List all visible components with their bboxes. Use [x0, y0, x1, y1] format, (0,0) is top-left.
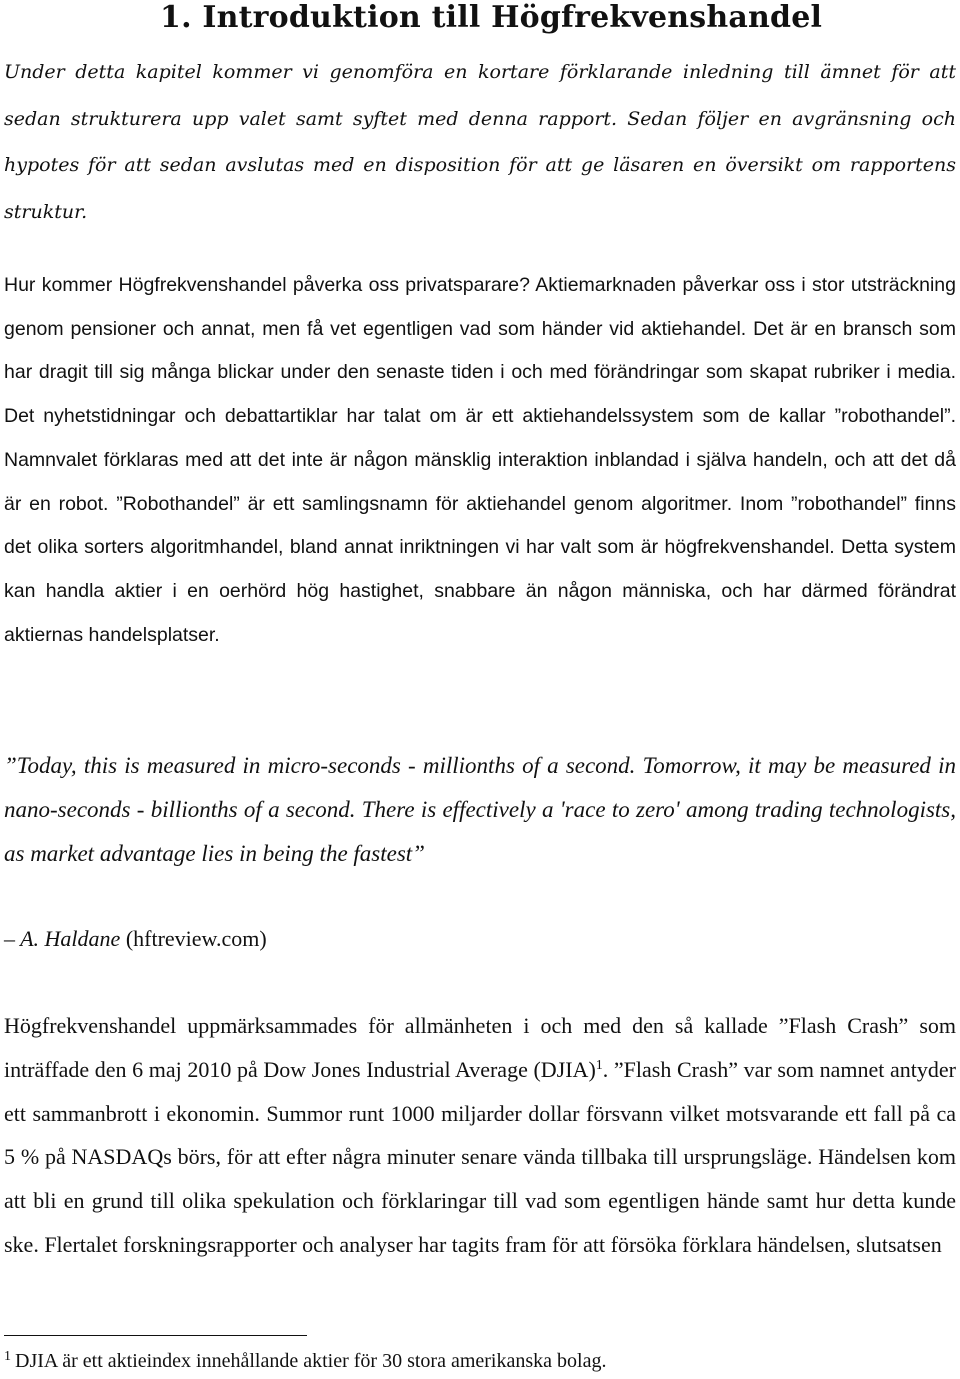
paragraph-text-part-1: Högfrekvenshandel uppmärksammades för allmänheten i och med den så kallade ”Flash Crash” som inträffade den 6 maj 2010 på Dow Jones Industrial Average (DJIA)	[4, 1013, 956, 1082]
quote-source: (hftreview.com)	[125, 926, 267, 951]
footnote	[4, 1348, 606, 1374]
footnote-divider	[4, 1335, 307, 1336]
body-paragraph-robothandel: Hur kommer Högfrekvenshandel påverka oss privatsparare? Aktiemarknaden påverkar oss i stor utsträckning genom pensioner och annat, men få vet egentligen vad som händer vid aktiehandel. Det är en bransch som har dragit till sig många blickar under den senaste tiden i och med förändringar som skapat rubriker i media. Det nyhetstidningar och debattartiklar har talat om är ett aktiehandelssystem som de kallar ”robothandel”. Namnvalet förklaras med att det inte är någon mänsklig interaktion inblandad i själva handeln, och att det då är en robot. ”Robothandel” är ett samlingsnamn för aktiehandel genom algoritmer. Inom ”robothandel” finns det olika sorters algoritmhandel, bland annat inriktningen vi har valt som är högfrekvenshandel. Detta system kan handla aktier i en oerhörd hög hastighet, snabbare än någon människa, och har därmed förändrat aktiernas handelsplatser.	[4, 274, 956, 646]
footnote-text: DJIA är ett aktieindex innehållande aktier för 30 stora amerikanska bolag.	[15, 1350, 607, 1372]
footnote-number: 1	[4, 1349, 11, 1364]
chapter-intro: Under detta kapitel kommer vi genomföra en kortare förklarande inledning till ämnet för att sedan strukturera upp valet samt syftet med denna rapport. Sedan följer en avgränsning och hypotes för att sedan avslutas med en disposition för att ge läsaren en översikt om rapportens struktur.	[4, 61, 956, 223]
chapter-title: 1. Introduktion till Högfrekvenshandel	[160, 0, 823, 35]
quote-author: – A. Haldane	[4, 926, 121, 951]
paragraph-text-part-2: . ”Flash Crash” var som namnet antyder ett sammanbrott i ekonomin. Summor runt 1000 miljarder dollar försvann vilket motsvarande ett fall på ca 5 % på NASDAQs börs, för att efter några minuter senare vända tillbaka till ursprungsläge. Händelsen kom att bli en grund till olika spekulation och förklaringar till vad som egentligen hände samt hur detta kunde ske. Flertalet forskningsrapporter och analyser har tagits fram för att försöka förklara händelsen, slutsatsen	[4, 1056, 956, 1257]
block-quote: ”Today, this is measured in micro-seconds - millionths of a second. Tomorrow, it may be measured in nano-seconds - billionths of a second. There is effectively a 'race to zero' among trading technologists, as market advantage lies in being the fastest”	[4, 753, 956, 866]
quote-attribution	[4, 917, 267, 961]
body-paragraph-flash-crash	[4, 1004, 956, 1267]
footnote-reference[interactable]: 1	[595, 1057, 603, 1073]
